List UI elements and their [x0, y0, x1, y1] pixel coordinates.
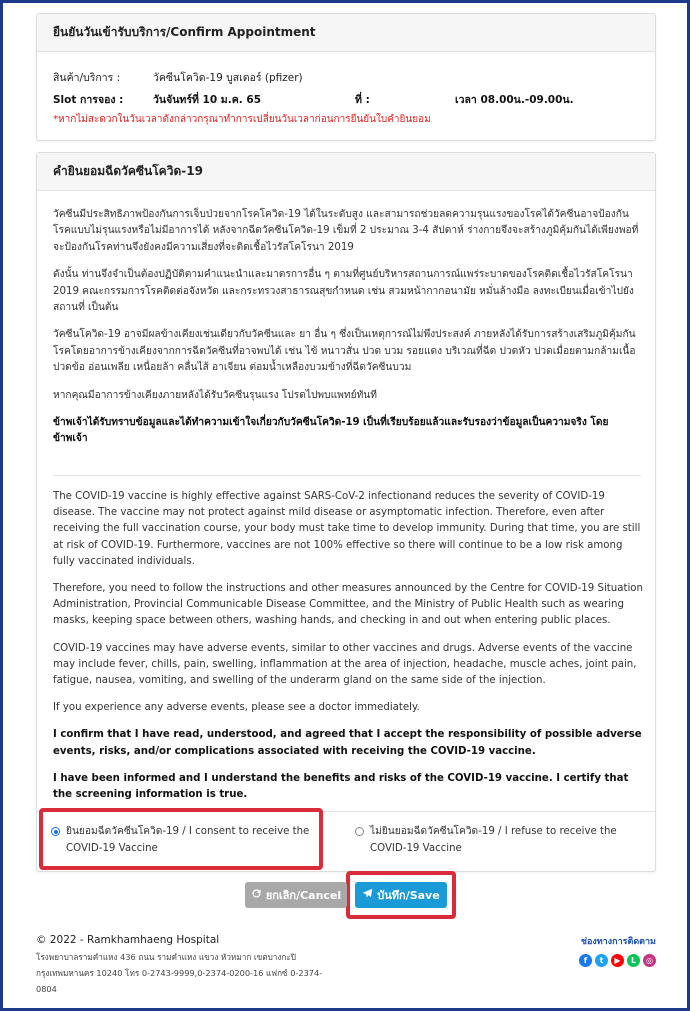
youtube-icon[interactable]: ▶ — [611, 954, 624, 967]
product-label: สินค้า/บริการ : — [53, 71, 121, 84]
hospital-address: โรงพยาบาลรามคำแหง 436 ถนน รามคำแหง แขวง หัวหมาก เขตบางกะปิ กรุงเทพมหานคร 10240 โทร 0-2743-9999,0-2374-0200-16 แฟกซ์ 0-2374-0804 — [36, 952, 323, 994]
english-confirm-statement: I confirm that I have read, understood, and agreed that I accept the responsibility of possible adverse events, risks, and/or complications associated with receiving the COVID-19 vaccine. — [53, 729, 642, 757]
divider — [53, 475, 641, 476]
refuse-option-label: ไม่ยินยอมฉีดวัคซีนโควิด-19 / I refuse to receive the COVID-19 Vaccine — [370, 826, 617, 854]
refresh-icon — [251, 888, 262, 902]
slot-time: เวลา 08.00น.-09.00น. — [455, 93, 574, 106]
social-links — [579, 954, 656, 967]
slot-date: วันจันทร์ที่ 10 ม.ค. 65 — [153, 93, 261, 106]
thai-paragraph: วัคซีนมีประสิทธิภาพป้องกันการเจ็บป่วยจากโรคโควิด-19 ได้ในระดับสูง และสามารถช่วยลดความรุนแรงของโรคได้วัคซีนอาจป้องกันโรคแบบไม่รุนแรงหรือไม่มีอาการได้ หลังจากฉีดวัคซีนโควิด-19 เข็มที่ 2 ประมาณ 3-4 สัปดาห์ ร่างกายจึงจะสร้างภูมิคุ้มกันได้เพียงพอที่จะป้องกันโรคท่านจึงยังคงมีความเสี่ยงที่จะติดเชื้อไวรัสโคโรนา 2019 — [53, 209, 639, 253]
product-value: วัคซีนโควิด-19 บูสเตอร์ (pfizer) — [153, 71, 303, 84]
slot-row — [53, 88, 639, 110]
contact-channels — [579, 934, 656, 967]
english-paragraph: The COVID-19 vaccine is highly effective against SARS-CoV-2 infectionand reduces the severity of COVID-19 disease. The vaccine may not protect against mild disease or asymptomatic infection. Therefore, even after receiving the full vaccination course, your body must take time to develop immunity. During that time, you are still at risk of COVID-19. Furthermore, vaccines are not 100% effective so there will continue to be a low risk among fully vaccinated individuals. — [53, 491, 641, 567]
thai-paragraph: หากคุณมีอาการข้างเคียงภายหลังได้รับวัคซีนรุนแรง โปรดไปพบแพทย์ทันที — [53, 389, 377, 401]
english-paragraph: COVID-19 vaccines may have adverse events, similar to other vaccines and drugs. Adverse events of the vaccine may include fever, chills, pain, swelling, inflammation at the area of injection, headache, muscle aches, joint pain, fatigue, nausea, vomiting, and swelling of the underarm gland on the same side of the injection. — [53, 642, 637, 687]
slot-label: Slot การจอง : — [53, 93, 124, 106]
thai-paragraph: ดังนั้น ท่านจึงจำเป็นต้องปฏิบัติตามคำแนะนำและมาตรการอื่น ๆ ตามที่ศูนย์บริหารสถานการณ์แพร่ระบาดของโรคติดเชื้อไวรัสโคโรนา 2019 คณะกรรมการโรคติดต่อจังหวัด และกระทรวงสาธารณสุขกำหนด เช่น สวมหน้ากากอนามัย หมั่นล้างมือ ลงทะเบียนเมื่อเข้าไปยังสถานที่ เป็นต้น — [53, 269, 634, 314]
save-button-label: บันทึก/Save — [377, 889, 440, 902]
contact-label: ช่องทางการติดตาม — [580, 937, 656, 947]
instagram-icon[interactable]: ◎ — [643, 954, 656, 967]
refuse-radio-option[interactable] — [355, 823, 645, 857]
refuse-radio-button[interactable] — [355, 827, 364, 836]
english-paragraph: Therefore, you need to follow the instructions and other measures announced by the Centre for COVID-19 Situation Administration, Provincial Communicable Disease Committee, and the Ministry of Public Health such as wearing masks, keeping space between others, washing hands, and checking in and out when entering public places. — [53, 583, 643, 627]
consent-thai-text — [53, 207, 641, 459]
cancel-button-label: ยกเลิก/Cancel — [265, 889, 342, 902]
english-paragraph: If you experience any adverse events, please see a doctor immediately. — [53, 702, 420, 714]
thai-confirm-statement: ข้าพเจ้าได้รับทราบข้อมูลและได้ทำความเข้าใจเกี่ยวกับวัคซีนโควิด-19 เป็นที่เรียบร้อยแล้วและรับรองว่าข้อมูลเป็นความจริง โดยข้าพเจ้า — [53, 417, 609, 445]
facebook-icon[interactable]: f — [579, 954, 592, 967]
appointment-info — [53, 66, 639, 127]
english-certify-statement: I have been informed and I understand the benefits and risks of the COVID-19 vaccine. I certify that the screening information is true. — [53, 772, 629, 801]
confirm-appointment-title: ยืนยันวันเข้ารับบริการ/Confirm Appointment — [37, 14, 655, 52]
place-label: ที่ : — [355, 93, 370, 106]
consent-option-label: ยินยอมฉีดวัคซีนโควิด-19 / I consent to receive the COVID-19 Vaccine — [66, 826, 310, 854]
consent-english-text — [53, 489, 643, 814]
consent-card — [36, 152, 656, 872]
save-button[interactable] — [355, 882, 447, 908]
copyright: © 2022 - Ramkhamhaeng Hospital — [36, 934, 220, 946]
thai-paragraph: วัคซีนโควิด-19 อาจมีผลข้างเคียงเช่นเดียวกับวัคซีนและ ยา อื่น ๆ ซึ่งเป็นเหตุการณ์ไม่พึงประสงค์ ภายหลังได้รับการสร้างเสริมภูมิคุ้มกันโรคโดยอาการข้างเคียงจากการฉีดวัคซีนที่อาจพบได้ เช่น ไข้ หนาวสั่น ปวด บวม รอยแดง บริเวณที่ฉีด ปวดหัว ปวดเมื่อยตามกล้ามเนื้อ ปวดข้อ อ่อนเพลีย เหนื่อยล้า คลื่นไส้ อาเจียน ต่อมน้ำเหลืองบวมข้างที่ฉีดวัคซีนบวม — [53, 329, 636, 374]
footer — [36, 934, 656, 997]
change-date-warning: *หากไม่สะดวกในวันเวลาดังกล่าวกรุณาทำการเปลี่ยนวันเวลาก่อนการยืนยันใบคำยินยอม — [53, 114, 431, 125]
line-icon[interactable]: L — [627, 954, 640, 967]
cancel-button[interactable] — [245, 882, 347, 908]
twitter-icon[interactable]: t — [595, 954, 608, 967]
paper-plane-icon — [362, 888, 373, 902]
consent-option-highlight — [39, 808, 323, 870]
product-row — [53, 66, 639, 88]
confirm-appointment-card — [36, 13, 656, 141]
consent-title: คำยินยอมฉีดวัคซีนโควิด-19 — [37, 153, 655, 191]
